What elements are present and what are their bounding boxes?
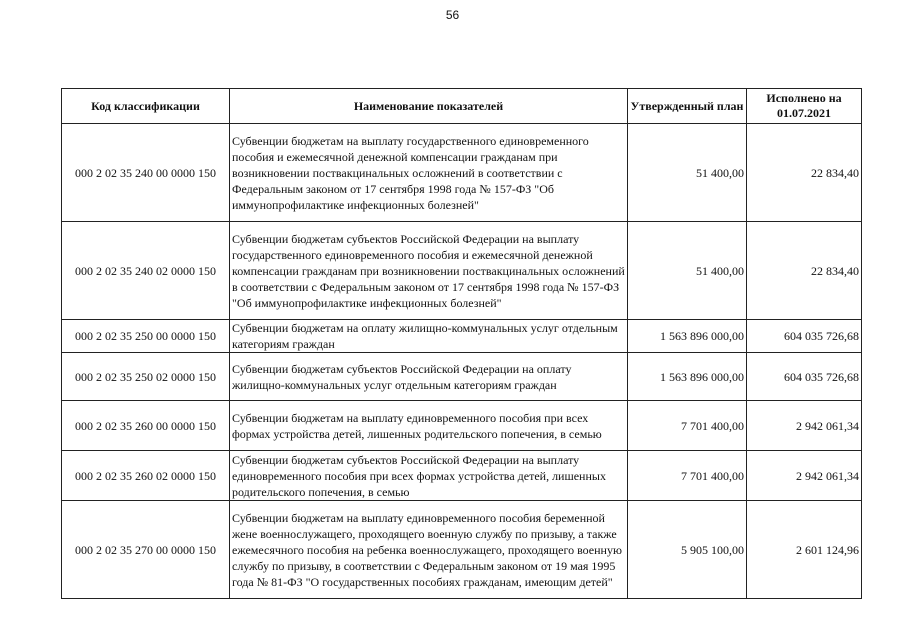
row-executed: 604 035 726,68: [747, 320, 862, 353]
row-plan: 51 400,00: [628, 222, 747, 320]
row-plan: 1 563 896 000,00: [628, 320, 747, 353]
header-code: Код классификации: [62, 89, 230, 124]
row-executed: 2 942 061,34: [747, 451, 862, 501]
row-plan: 51 400,00: [628, 124, 747, 222]
row-code: 000 2 02 35 270 00 0000 150: [62, 501, 230, 599]
row-plan: 5 905 100,00: [628, 501, 747, 599]
row-code: 000 2 02 35 250 00 0000 150: [62, 320, 230, 353]
row-name: Субвенции бюджетам субъектов Российской Федерации на выплату единовременного пособия при всех формах устройства детей, лишенных родительского попечения, в семью: [230, 451, 628, 501]
row-executed: 22 834,40: [747, 222, 862, 320]
row-code: 000 2 02 35 240 00 0000 150: [62, 124, 230, 222]
row-name: Субвенции бюджетам на выплату единовременного пособия беременной жене военнослужащего, проходящего военную службу по призыву, а также ежемесячного пособия на ребенка военнослужащего, проходящего военную службу по призыву, в соответствии с Федеральным законом от 19 мая 1995 года № 81-ФЗ "О государственных пособиях гражданам, имеющим детей": [230, 501, 628, 599]
row-name: Субвенции бюджетам субъектов Российской Федерации на оплату жилищно-коммунальных услуг отдельным категориям граждан: [230, 353, 628, 401]
row-name: Субвенции бюджетам на выплату государственного единовременного пособия и ежемесячной денежной компенсации гражданам при возникновении поствакцинальных осложнений в соответствии с Федеральным законом от 17 сентября 1998 года № 157-ФЗ "Об иммунопрофилактике инфекционных болезней": [230, 124, 628, 222]
row-code: 000 2 02 35 240 02 0000 150: [62, 222, 230, 320]
row-code: 000 2 02 35 260 00 0000 150: [62, 401, 230, 451]
row-name: Субвенции бюджетам на выплату единовременного пособия при всех формах устройства детей, лишенных родительского попечения, в семью: [230, 401, 628, 451]
row-name: Субвенции бюджетам субъектов Российской Федерации на выплату государственного единовременного пособия и ежемесячной денежной компенсации гражданам при возникновении поствакцинальных осложнений в соответствии с Федеральным законом от 17 сентября 1998 года № 157-ФЗ "Об иммунопрофилактике инфекционных болезней": [230, 222, 628, 320]
row-code: 000 2 02 35 260 02 0000 150: [62, 451, 230, 501]
table-row: [62, 124, 862, 222]
table-row: [62, 401, 862, 451]
table-row: [62, 451, 862, 501]
row-plan: 7 701 400,00: [628, 451, 747, 501]
row-executed: 2 942 061,34: [747, 401, 862, 451]
header-executed: Исполнено на 01.07.2021: [747, 89, 862, 124]
row-code: 000 2 02 35 250 02 0000 150: [62, 353, 230, 401]
page-number: 56: [445, 8, 460, 22]
row-plan: 1 563 896 000,00: [628, 353, 747, 401]
table-header-row: [62, 89, 862, 124]
row-name: Субвенции бюджетам на оплату жилищно-коммунальных услуг отдельным категориям граждан: [230, 320, 628, 353]
table-row: [62, 501, 862, 599]
budget-table: [61, 88, 862, 599]
table-row: [62, 320, 862, 353]
row-executed: 2 601 124,96: [747, 501, 862, 599]
table-row: [62, 353, 862, 401]
row-plan: 7 701 400,00: [628, 401, 747, 451]
row-executed: 604 035 726,68: [747, 353, 862, 401]
header-plan: Утвержденный план: [628, 89, 747, 124]
header-name: Наименование показателей: [230, 89, 628, 124]
table-row: [62, 222, 862, 320]
row-executed: 22 834,40: [747, 124, 862, 222]
